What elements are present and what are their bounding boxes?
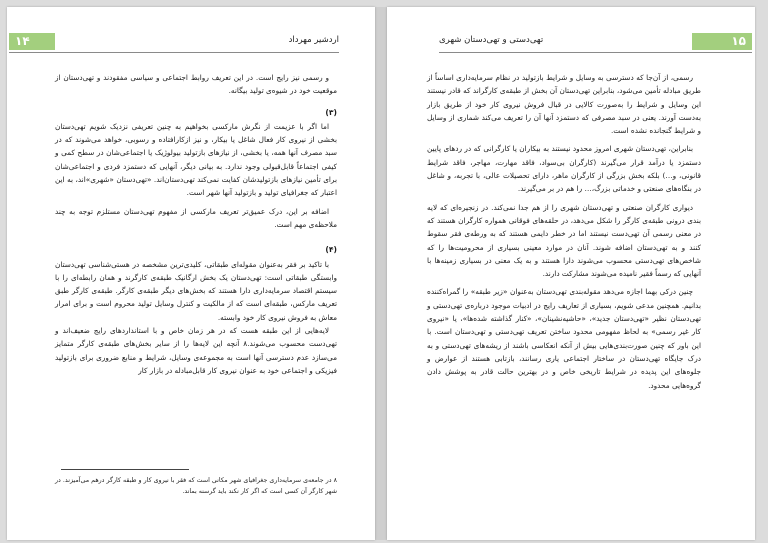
footnote: ۸ در جامعه‌ی سرمایه‌داری جغرافیای شهر مکانی است که فقر با نیروی کار و طبقه کارگر درهم می‌آمیزند. در شهر کارگر آن کسی است که اگر کار نکند باید گرسنه بماند. xyxy=(55,477,337,495)
footnote-rule xyxy=(61,469,189,470)
paragraph: چنین درکی بهما اجازه می‌دهد مقوله‌بندی تهی‌دستان به‌عنوان «زیر طبقه» را گمراه‌کننده بدانیم. همچنین مدعی شویم، بسیاری از تعاریف رایج در ادبیات موجود درباره‌ی تهی‌دستی و تهی‌دستان نظیر «تهی‌دستان جدید»، «حاشیه‌نشینان»، «کنار گذاشته شده‌ها»، یا «نیروی کار غیر رسمی» به لحاظ مفهومی محدود ساختن تعریف تهی‌دستی و تهی‌دستان است. با این باور که چنین صورت‌بندی‌هایی بیش از آنکه انعکاسی باشند از ریشه‌های تهی‌دستی و به درک جایگاه تهی‌دستان در ساختار اجتماعی یاری رسانند، بازتابی هستند از عوارض و جلوه‌های این پدیده در شرایط تاریخی خاص و در بهترین حالت قادر به پوشش دادن گروه‌هایی محدود. xyxy=(427,287,701,390)
paragraph: با تاکید بر فقر به‌عنوان مقوله‌ای طبقاتی، کلیدی‌ترین مشخصه در هستی‌شناسی تهی‌دستان وابستگی طبقاتی است: تهی‌دستان یک بخش ارگانیک طبقه‌ی کارگرند و همان رابطه‌ای را با سیستم اقتصاد سرمایه‌داری دارا هستند که بخش‌های دیگر طبقه‌ی کارگر. طبقه‌ی کارگر طبق تعریف مارکس، طبقه‌ای است که از مالکیت و کنترل وسایل تولید محروم است و برای امرار معاش به فروش نیروی کار خود وابسته. xyxy=(55,259,337,322)
running-head: تهی‌دستی و تهی‌دستان شهری xyxy=(439,35,544,45)
running-head: اردشیر مهرداد xyxy=(288,35,339,45)
section-number: (۳) xyxy=(325,107,337,117)
right-page-body xyxy=(427,71,701,392)
paragraph: لایه‌هایی از این طبقه هست که در هر زمان خاص و با استانداردهای رایج ضعیف‌اند و تهی‌دست محسوب می‌شوند.۸ آنچه این لایه‌ها را از سایر بخش‌های طبقه‌ی کارگر متمایز می‌سازد عدم دسترسی آنها است به مجموعه‌ی وسایل، شرایط و منابع ضروری برای بازتولید فیزیکی و اجتماعی خود به عنوان نیروی کار قابل‌مبادله در بازار کار xyxy=(55,326,337,375)
right-page xyxy=(387,7,755,540)
paragraph: و رسمی نیز رایج است. در این تعریف روابط اجتماعی و سیاسی مفقودند و تهی‌دستان از موقعیت خود در شیوه‌ی تولید بیگانه. xyxy=(55,73,337,96)
paragraph: دیواری کارگران صنعتی و تهی‌دستان شهری را از هم جدا نمی‌کند. در زنجیره‌ای که لایه بندی درونی طبقه‌ی کارگر را شکل می‌دهد، در حلقه‌های فوقانی همواره کارگران هستند که در معنی رسمی آن تهی‌دست نیستند اما در خطر دایمی هستند که به ورطه‌ی فقر سقوط کنند و به تهی‌دستان اضافه شوند. آنان در موارد معینی بسیاری از محرومیت‌ها را که شاخص‌های تهی‌دستی محسوب می‌شوند دارا هستند و به یک معنی در بسیاری زمینه‌ها با آنهایی که رسماً فقیر نامیده می‌شوند مشارکت دارند. xyxy=(427,202,701,279)
left-page xyxy=(7,7,375,540)
paragraph: بنابراین، تهی‌دستان شهری امروز محدود نیستند به بیکاران یا کارگرانی که در ردهای پایین دستمزد یا درآمد قرار می‌گیرند (کارگران بی‌سواد، فاقد مهارت، مهاجر، فاقد شرایط قانونی، و…) بلکه بخش بزرگی از کارگران ماهر، دارای تحصیلات عالی، با تجربه، و شاغل در بنگاه‌های صنعتی و خدماتی بزرگ،… را هم در بر می‌گیرند. xyxy=(427,144,701,194)
paragraph: اضافه بر این، درک عمیق‌تر تعریف مارکسی از مفهوم تهی‌دستان مستلزم توجه به چند ملاحظه‌ی مهم است. xyxy=(55,206,337,229)
paragraph: اما اگر با عزیمت از نگرش مارکسی بخواهیم به چنین تعریفی نزدیک شویم تهی‌دستان بخشی از نیروی کار فعال شاغل یا بیکار، و نیز ازکارافتاده و رسوبی، خواهد می‌شوند که در سبد مصرف آنها همه، یا بخشی، از نیازهای بازتولید بیولوژیک یا اجتماعی‌شان در سطح کمی و کیفی اجتماعاً قابل‌قبولی وجود ندارد. به بیانی دیگر، آنهایی که دستمزد فردی و اجتماعی‌شان برای تأمین نیازهای بازتولیدشان کفایت نمی‌کند تهی‌دستان‌اند. «تهی‌دستان «شهری»‌اند، به این اعتبار که جغرافیای تولید و بازتولید آنها شهر است. xyxy=(55,121,337,198)
page-number-badge: ۱۴ xyxy=(9,33,55,50)
paragraph: رسمی، از آن‌جا که دسترسی به وسایل و شرایط بازتولید در نظام سرمایه‌داری اساساً از طریق مبادله تأمین می‌شود، بنابراین تهی‌دستان آن بخش از طبقه‌ی کارگراند که قادر نیستند این وسایل و شرایط را به‌صورت کالایی در قبال فروش نیروی کار خود از طریق بازار به‌دست آورند. یعنی در سبد مصرفی که دستمزد آنها آن را تعریف می‌کند شماری از وسایل و شرایط گنجانده نشده است. xyxy=(427,73,701,136)
book-gutter xyxy=(375,7,387,540)
page-number-badge: ۱۵ xyxy=(692,33,752,50)
header-rule xyxy=(9,52,339,53)
left-page-body xyxy=(55,71,337,377)
header-rule xyxy=(439,52,752,53)
section-number: (۴) xyxy=(325,245,337,255)
